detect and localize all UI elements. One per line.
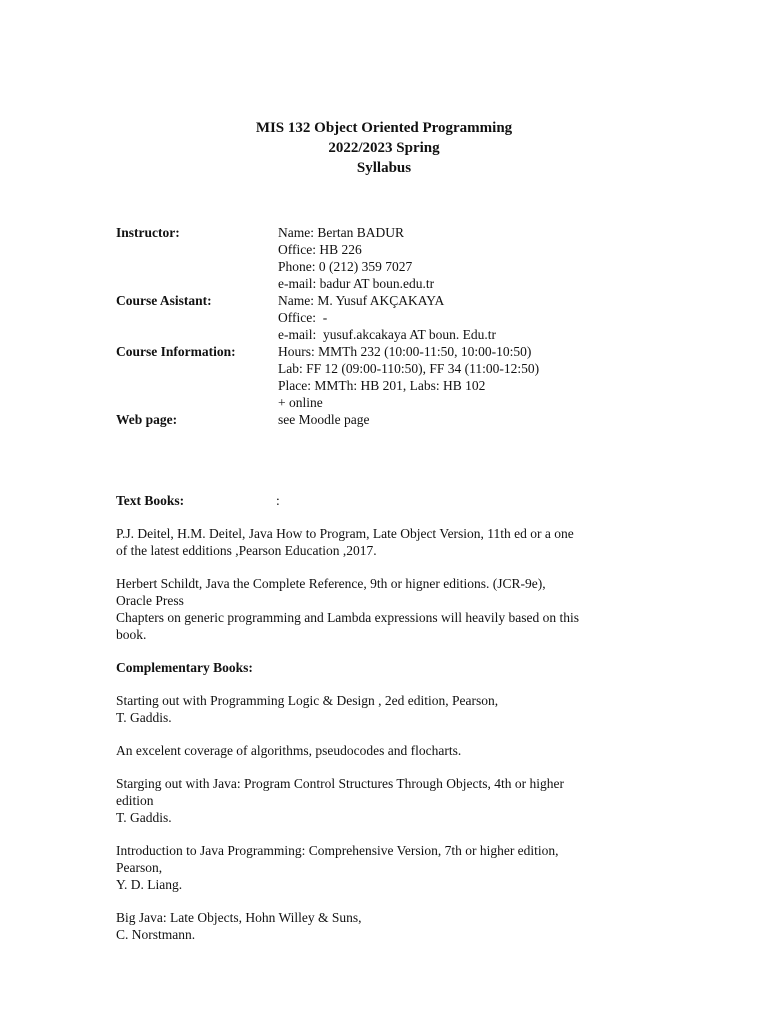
assistant-office: Office: - xyxy=(278,310,328,325)
complementary-note xyxy=(116,742,656,759)
complementary-book-3-line: Y. D. Liang. xyxy=(116,877,183,892)
document-type: Syllabus xyxy=(356,160,412,176)
web-page-details xyxy=(278,411,656,428)
instructor-name: Name: Bertan BADUR xyxy=(278,225,404,240)
course-info-details xyxy=(278,343,656,411)
instructor-label: Instructor: xyxy=(116,225,180,240)
course-online: + online xyxy=(278,395,323,410)
complementary-book-4 xyxy=(116,909,656,943)
complementary-book-3 xyxy=(116,842,656,893)
instructor-office: Office: HB 226 xyxy=(278,242,362,257)
complementary-book-4-line: C. Norstmann. xyxy=(116,927,196,942)
complementary-book-1 xyxy=(116,692,656,726)
complementary-book-4-line: Big Java: Late Objects, Hohn Willey & Suns, xyxy=(116,910,362,925)
textbook-2-line: Oracle Press xyxy=(116,593,184,608)
assistant-row xyxy=(116,292,656,343)
textbook-2-line: book. xyxy=(116,627,147,642)
instructor-email: e-mail: badur AT boun.edu.tr xyxy=(278,276,435,291)
complementary-book-1-line: Starting out with Programming Logic & Design , 2ed edition, Pearson, xyxy=(116,693,499,708)
assistant-email: e-mail: yusuf.akcakaya AT boun. Edu.tr xyxy=(278,327,496,342)
complementary-book-1-line: T. Gaddis. xyxy=(116,710,172,725)
course-info-row xyxy=(116,343,656,411)
textbooks-colon: : xyxy=(276,493,280,508)
complementary-heading: Complementary Books: xyxy=(116,660,253,675)
instructor-phone: Phone: 0 (212) 359 7027 xyxy=(278,259,413,274)
course-info-label: Course Information: xyxy=(116,344,236,359)
title-block xyxy=(0,118,768,178)
textbook-1 xyxy=(116,525,656,559)
complementary-book-3-line: Introduction to Java Programming: Comprehensive Version, 7th or higher edition, xyxy=(116,843,559,858)
textbooks-heading-label: Text Books: xyxy=(116,493,185,508)
textbook-2-line: Chapters on generic programming and Lambda expressions will heavily based on this xyxy=(116,610,580,625)
web-page-label: Web page: xyxy=(116,412,178,427)
web-page-row xyxy=(116,411,656,428)
instructor-row xyxy=(116,224,656,292)
instructor-details xyxy=(278,224,656,292)
complementary-book-2-line: edition xyxy=(116,793,154,808)
course-place: Place: MMTh: HB 201, Labs: HB 102 xyxy=(278,378,486,393)
assistant-label: Course Asistant: xyxy=(116,293,212,308)
textbooks-heading xyxy=(116,492,656,509)
web-page-value: see Moodle page xyxy=(278,412,370,427)
textbook-1-line: of the latest edditions ,Pearson Education ,2017. xyxy=(116,543,377,558)
textbook-1-line: P.J. Deitel, H.M. Deitel, Java How to Program, Late Object Version, 11th ed or a one xyxy=(116,526,574,541)
complementary-note-line: An excelent coverage of algorithms, pseudocodes and flocharts. xyxy=(116,743,462,758)
assistant-details xyxy=(278,292,656,343)
course-hours: Hours: MMTh 232 (10:00-11:50, 10:00-10:50) xyxy=(278,344,532,359)
complementary-book-2 xyxy=(116,775,656,826)
books-section xyxy=(116,492,656,943)
textbook-2-line: Herbert Schildt, Java the Complete Reference, 9th or higner editions. (JCR-9e), xyxy=(116,576,546,591)
complementary-book-2-line: Starging out with Java: Program Control Structures Through Objects, 4th or higher xyxy=(116,776,564,791)
course-title: MIS 132 Object Oriented Programming xyxy=(255,120,513,136)
complementary-book-2-line: T. Gaddis. xyxy=(116,810,172,825)
course-info-table xyxy=(116,224,656,428)
textbook-2 xyxy=(116,575,656,643)
assistant-name: Name: M. Yusuf AKÇAKAYA xyxy=(278,293,445,308)
course-lab: Lab: FF 12 (09:00-110:50), FF 34 (11:00-12:50) xyxy=(278,361,540,376)
complementary-book-3-line: Pearson, xyxy=(116,860,163,875)
term: 2022/2023 Spring xyxy=(328,140,440,156)
